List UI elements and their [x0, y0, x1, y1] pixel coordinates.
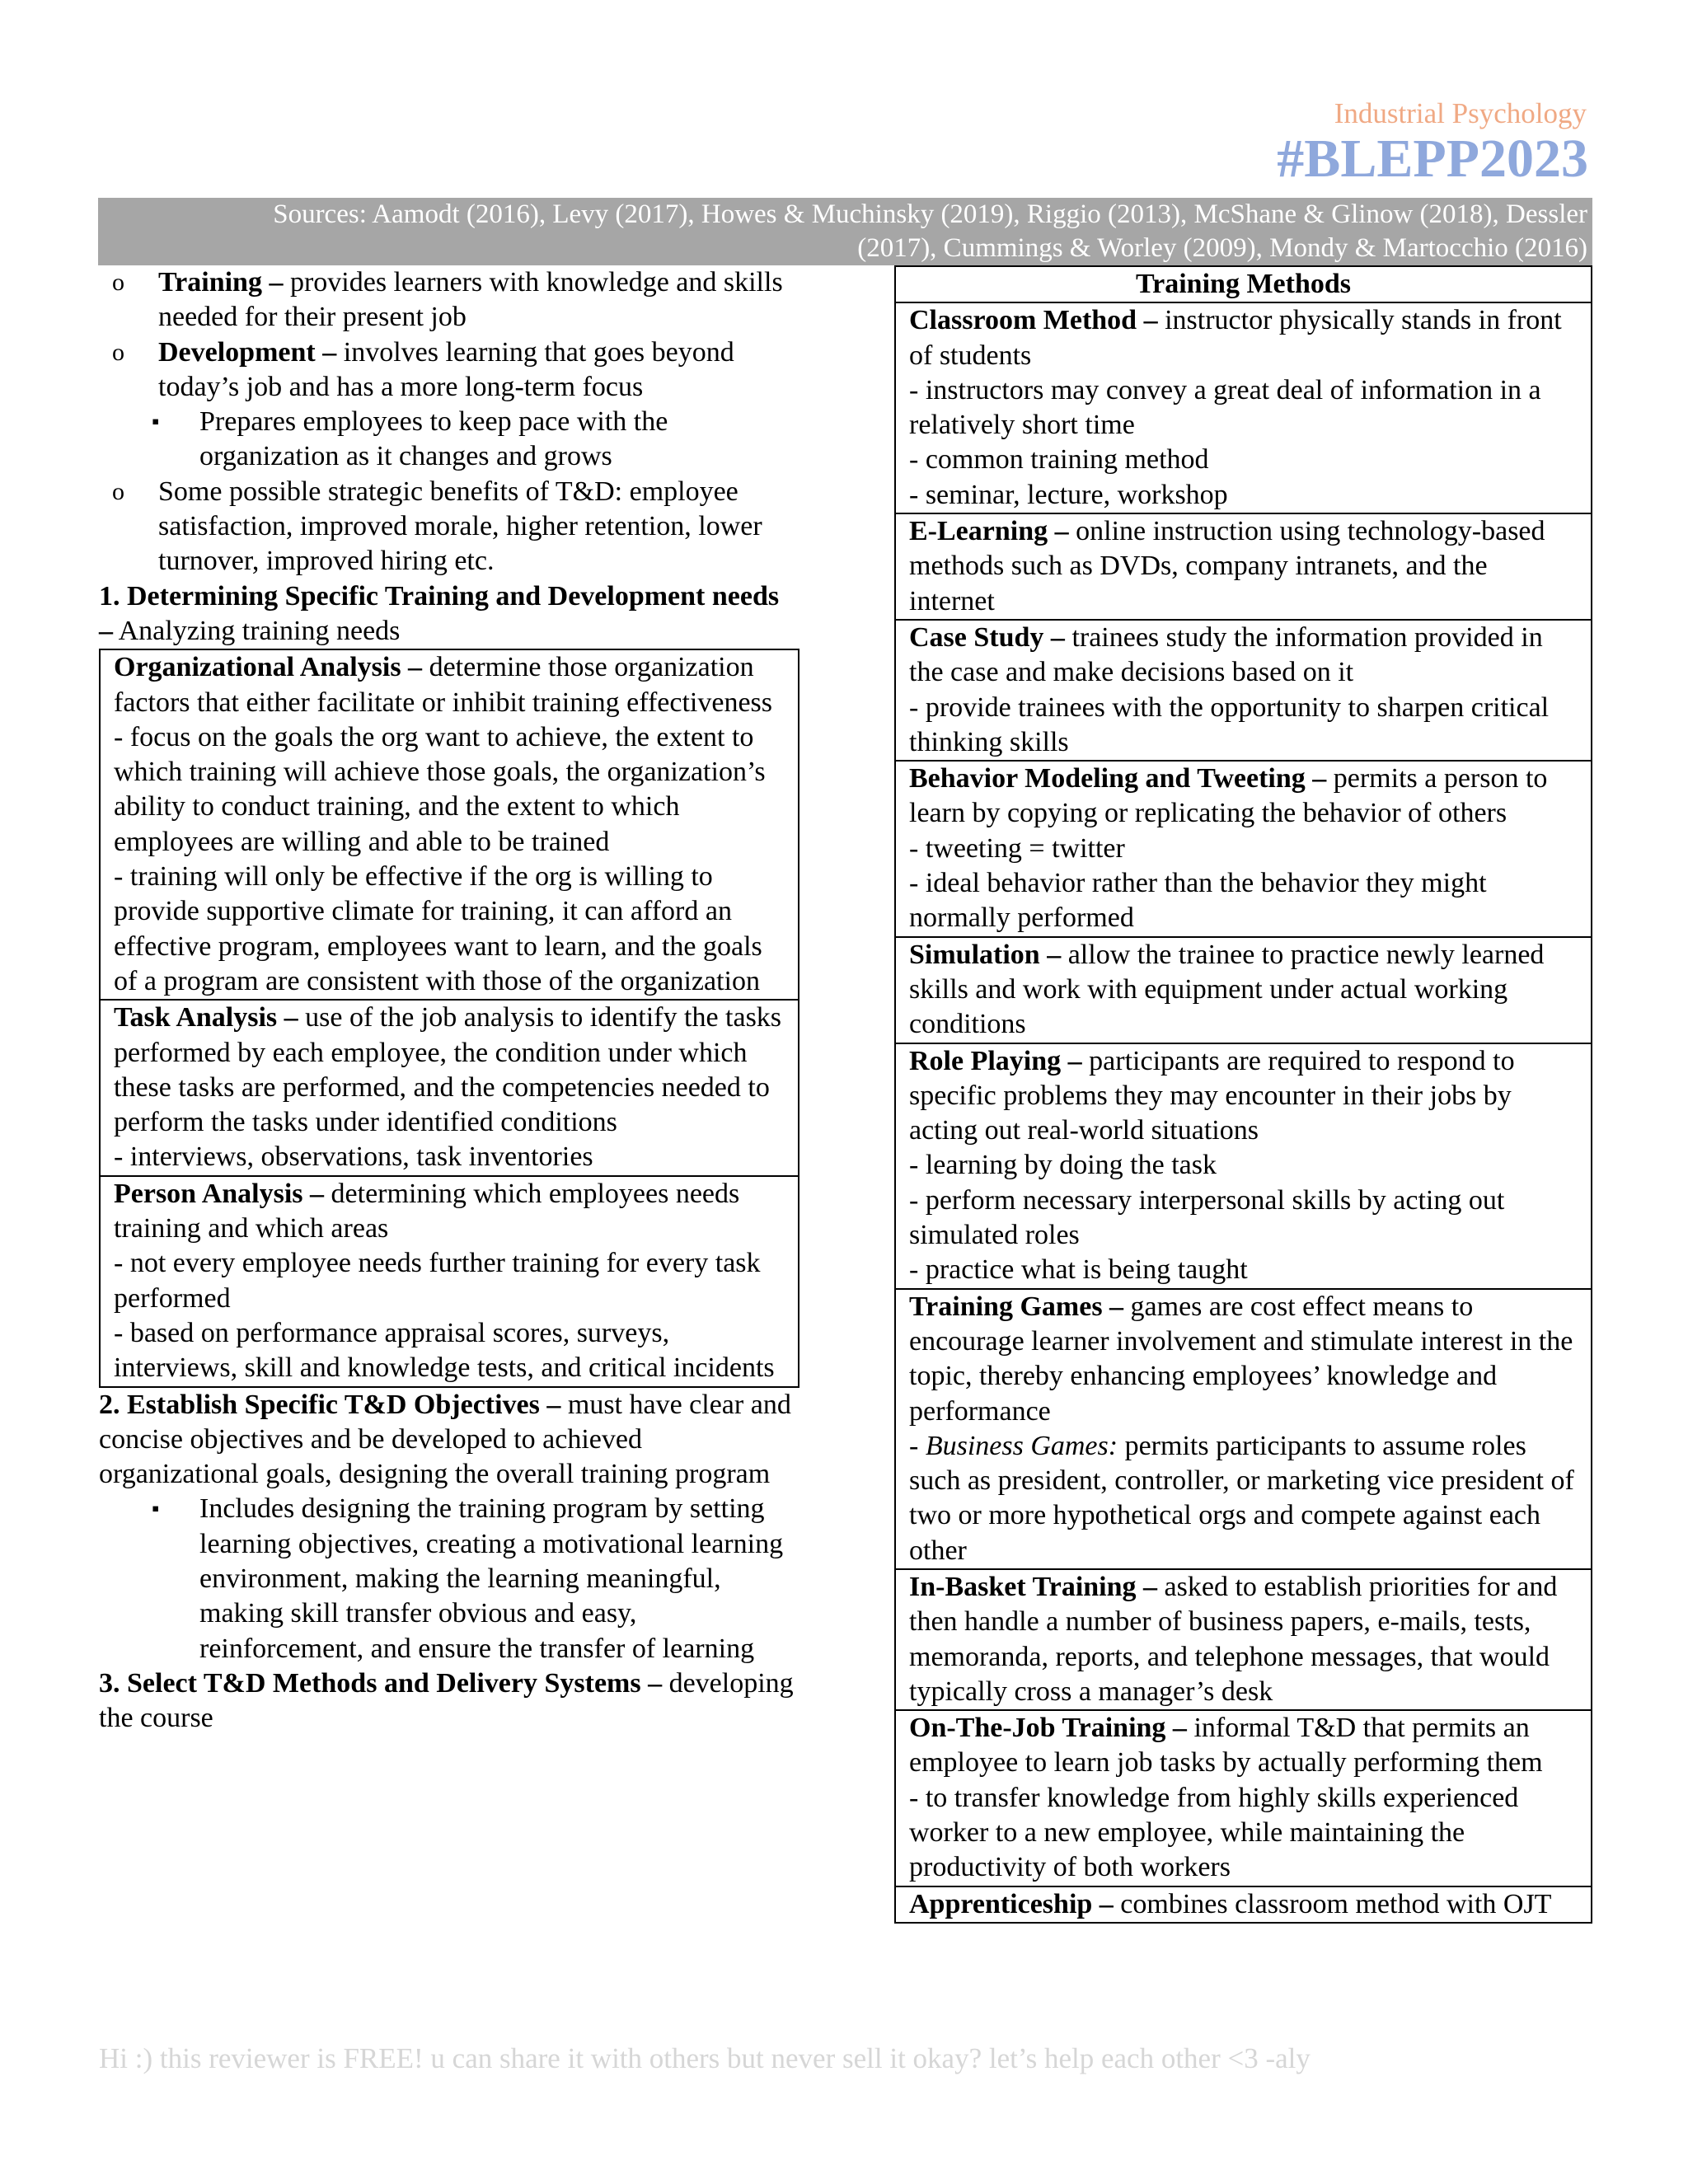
- circle-bullet-icon: o: [112, 338, 124, 366]
- step-2: [99, 1388, 799, 1493]
- method-text: asked to establish priorities for and then handle a number of business papers, e-mails, tests, memoranda, reports, and telephone messages, that would typically cross a manager’s desk: [909, 1571, 1558, 1707]
- table-row: [895, 1569, 1592, 1710]
- method-line: - instructors may convey a great deal of information in a relatively short time: [909, 374, 1541, 441]
- step-2-text: must have clear and concise objectives and be developed to achieved organizational goals, designing the overall training program: [99, 1389, 791, 1490]
- sub-bullet-text: Includes designing the training program by setting learning objectives, creating a motivational learning environment, making the learning meaningful, making skill transfer obvious and easy, reinforcement, and ensure the transfer of learning: [199, 1493, 784, 1664]
- sub-bullet-keep-pace: [99, 405, 799, 475]
- method-line: - seminar, lecture, workshop: [909, 479, 1228, 510]
- cell-term: Task Analysis –: [114, 1002, 298, 1033]
- right-column: [894, 265, 1592, 1924]
- step-1-text: Analyzing training needs: [113, 615, 401, 646]
- method-simulation: [895, 937, 1592, 1043]
- method-text: games are cost effect means to encourage learner involvement and stimulate interest in the topic, thereby enhancing employees’ knowledge and performance: [909, 1291, 1573, 1427]
- bullet-text: Some possible strategic benefits of T&D: employee satisfaction, improved morale, higher retention, lower turnover, improved hiring etc.: [158, 476, 762, 577]
- method-line: - to transfer knowledge from highly skills experienced worker to a new employee, while maintaining the productivity of both workers: [909, 1782, 1519, 1883]
- square-bullet-icon: ▪: [152, 1497, 160, 1521]
- sources-banner: [98, 198, 1592, 265]
- table-row: [100, 1176, 799, 1387]
- bullet-term: Development –: [158, 336, 337, 368]
- method-term: Role Playing –: [909, 1045, 1082, 1076]
- bullet-development: [99, 335, 799, 405]
- method-e-learning: [895, 513, 1592, 620]
- table-row: [895, 937, 1592, 1043]
- table-row: [895, 302, 1592, 513]
- table-row: [895, 761, 1592, 936]
- cell-term: Person Analysis –: [114, 1178, 325, 1209]
- method-term: Simulation –: [909, 939, 1062, 970]
- cell-text: determine those organization factors that either facilitate or inhibit training effectiveness: [114, 652, 772, 718]
- cell-line: - interviews, observations, task inventories: [114, 1141, 593, 1173]
- games-prefix: -: [909, 1430, 926, 1461]
- analysis-cell-person: [100, 1176, 799, 1387]
- circle-bullet-icon: o: [112, 477, 124, 505]
- analysis-cell-organizational: [100, 649, 799, 1000]
- header-hashtag: #BLEPP2023: [1277, 129, 1588, 189]
- method-text: combines classroom method with OJT: [1113, 1888, 1552, 1919]
- bullet-text: provides learners with knowledge and skills needed for their present job: [158, 267, 783, 333]
- table-title: Training Methods: [895, 266, 1592, 302]
- games-term: Business Games:: [925, 1430, 1118, 1461]
- bullet-benefits: [99, 475, 799, 579]
- sources-line-2: (2017), Cummings & Worley (2009), Mondy & Martocchio (2016): [857, 233, 1587, 263]
- table-row: [100, 1000, 799, 1175]
- step-2-title: 2. Establish Specific T&D Objectives –: [99, 1389, 561, 1420]
- method-text: permits a person to learn by copying or replicating the behavior of others: [909, 763, 1548, 829]
- table-row: [895, 1886, 1592, 1923]
- method-behavior-modeling: [895, 761, 1592, 936]
- method-term: On-The-Job Training –: [909, 1713, 1187, 1744]
- method-term: Behavior Modeling and Tweeting –: [909, 763, 1327, 794]
- sources-line-1: Sources: Aamodt (2016), Levy (2017), Howes & Muchinsky (2019), Riggio (2013), McShane & Glinow (2018), Dessler: [273, 199, 1587, 229]
- method-text: allow the trainee to practice newly learned skills and work with equipment under actual working conditions: [909, 939, 1545, 1040]
- method-line: - ideal behavior rather than the behavior they might normally performed: [909, 868, 1487, 934]
- method-text: instructor physically stands in front of students: [909, 305, 1562, 371]
- method-line: - provide trainees with the opportunity to sharpen critical thinking skills: [909, 691, 1550, 757]
- step-3: [99, 1666, 799, 1736]
- table-row: [895, 513, 1592, 620]
- method-term: Apprenticeship –: [909, 1888, 1114, 1919]
- cell-text: use of the job analysis to identify the tasks performed by each employee, the condition under which these tasks are performed, and the competencies needed to perform the tasks under identified conditions: [114, 1002, 782, 1138]
- bullet-training: [99, 265, 799, 335]
- cell-term: Organizational Analysis –: [114, 652, 423, 683]
- step-3-title: 3. Select T&D Methods and Delivery Systems –: [99, 1667, 663, 1699]
- left-column: [99, 265, 799, 1736]
- method-term: E-Learning –: [909, 516, 1069, 547]
- method-term: Classroom Method –: [909, 305, 1158, 336]
- cell-line: - training will only be effective if the org is willing to provide supportive climate for training, it can afford an effective program, employees want to learn, and the goals of a program are consistent with those of the organization: [114, 861, 762, 996]
- bullet-text: involves learning that goes beyond today’s job and has a more long-term focus: [158, 336, 734, 402]
- table-row: [100, 649, 799, 1000]
- bullet-term: Training –: [158, 267, 284, 298]
- method-text: informal T&D that permits an employee to learn job tasks by actually performing them: [909, 1713, 1543, 1779]
- table-header-row: [895, 266, 1592, 302]
- method-term: In-Basket Training –: [909, 1571, 1158, 1602]
- method-line: - common training method: [909, 444, 1209, 476]
- method-training-games: [895, 1289, 1592, 1569]
- sub-bullet-text: Prepares employees to keep pace with the organization as it changes and grows: [199, 406, 668, 472]
- method-on-the-job: [895, 1710, 1592, 1886]
- training-methods-table: [894, 265, 1592, 1924]
- cell-text: determining which employees needs training and which areas: [114, 1178, 740, 1244]
- sub-bullet-design: [99, 1492, 799, 1666]
- table-row: [895, 1043, 1592, 1289]
- method-line: - perform necessary interpersonal skills by acting out simulated roles: [909, 1184, 1505, 1251]
- method-line: - tweeting = twitter: [909, 832, 1125, 864]
- table-row: [895, 1289, 1592, 1569]
- method-text: online instruction using technology-based methods such as DVDs, company intranets, and the internet: [909, 516, 1545, 616]
- method-role-playing: [895, 1043, 1592, 1289]
- cell-line: - not every employee needs further training for every task performed: [114, 1248, 761, 1314]
- method-term: Case Study –: [909, 621, 1065, 653]
- games-text: permits participants to assume roles such as president, controller, or marketing vice president of two or more hypothetical orgs and compete against each other: [909, 1430, 1574, 1566]
- method-text: trainees study the information provided in the case and make decisions based on it: [909, 621, 1543, 688]
- method-case-study: [895, 620, 1592, 761]
- method-term: Training Games –: [909, 1291, 1124, 1322]
- needs-analysis-table: [99, 649, 799, 1387]
- square-bullet-icon: ▪: [152, 410, 160, 434]
- method-line: - learning by doing the task: [909, 1150, 1217, 1181]
- step-1-title: 1. Determining Specific Training and Development needs –: [99, 580, 780, 646]
- method-apprenticeship: [895, 1886, 1592, 1923]
- analysis-cell-task: [100, 1000, 799, 1175]
- circle-bullet-icon: o: [112, 269, 124, 296]
- method-line: - practice what is being taught: [909, 1254, 1248, 1286]
- header-subject: Industrial Psychology: [1334, 97, 1587, 129]
- method-in-basket: [895, 1569, 1592, 1710]
- cell-line: - focus on the goals the org want to achieve, the extent to which training will achieve those goals, the organization’s ability to conduct training, and the extent to which employees are willing and able to be trained: [114, 721, 766, 857]
- method-text: participants are required to respond to specific problems they may encounter in their jobs by acting out real-world situations: [909, 1045, 1515, 1146]
- step-1: [99, 579, 799, 649]
- footer-note: Hi :) this reviewer is FREE! u can share it with others but never sell it okay? let’s help each other <3 -aly: [99, 2042, 1311, 2074]
- table-row: [895, 620, 1592, 761]
- cell-line: - based on performance appraisal scores, surveys, interviews, skill and knowledge tests, and critical incidents: [114, 1317, 775, 1384]
- step-3-text: developing the course: [99, 1667, 794, 1734]
- method-line: [909, 1429, 1578, 1568]
- method-classroom: [895, 302, 1592, 513]
- table-row: [895, 1710, 1592, 1886]
